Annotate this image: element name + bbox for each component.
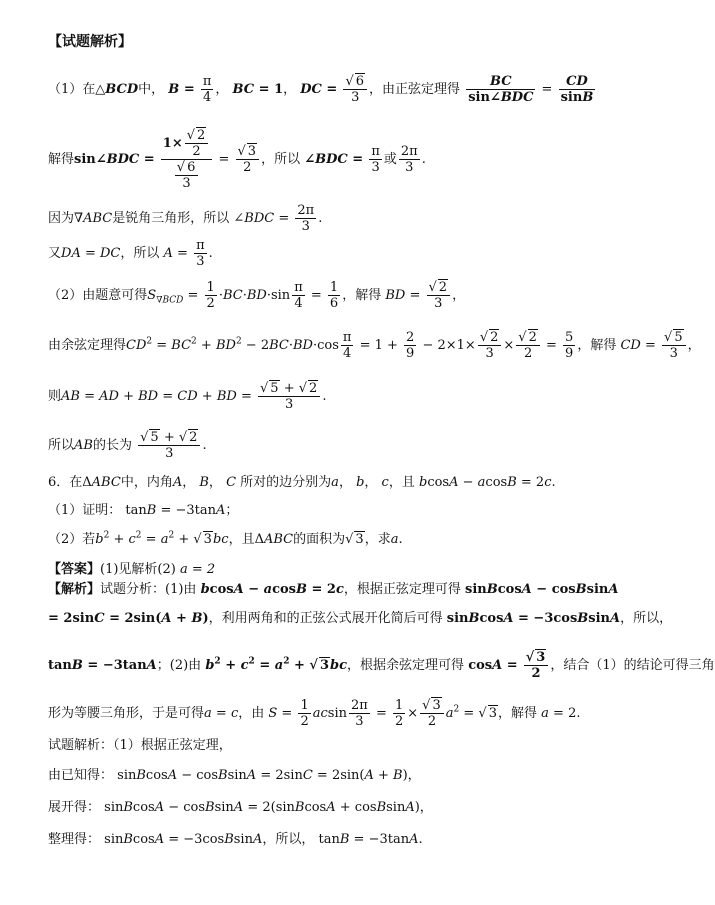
question-6-stem: 6．在ΔABC中，内角A， B， C 所对的边分别为a， b， c，且 bcosA − acosB = 2c.	[48, 475, 556, 490]
solution-p1-line4: 又DA = DC，所以 A = $\frac{\pi}{3}$ .	[48, 238, 213, 269]
analysis-line2: = 2sinC = 2sin(A + B)，利用两角和的正弦公式展开化简后可得 sinBcosA = −3cosBsinA，所以，	[48, 611, 673, 626]
solution-p2-line1: （2）由题意可得$S_{\nabla BCD}$ = $\frac{1}{2}$ ·BC·BD·sin $\frac{\pi}{4}$ = $\frac{1}{6}$ ，解得 BD = $\frac{√ 2}{3}$ ，	[48, 280, 466, 311]
solution-detail-line3: 展开得： sinBcosA − cosBsinA = 2(sinBcosA + cosBsinA)，	[48, 800, 433, 815]
solution-p2-line2: 由余弦定理得$CD^2 = BC^2 + BD^2 - 2BC\cdot BD\cdot\cos$ $\frac{\pi}{4}$ = 1 + $\frac{2}{9}$ − 2×1× $\frac{√ 2}{3}$ × $\frac{√ 2}{2}$ = $\frac{5}{9}$ ，解得 CD = $\frac{√ 5}{3}$ ，	[48, 330, 701, 361]
solution-p2-line3: 则AB = AD + BD = CD + BD = $\frac{√ 5 + √ 2}{3}$ .	[48, 381, 327, 412]
section-heading-analysis: 【试题解析】	[48, 34, 132, 50]
answer-line: 【答案】(1)见解析(2) a = 2	[48, 562, 216, 577]
question-6-part1: （1）证明： tanB = −3tanA；	[48, 503, 239, 518]
solution-p1-line2: 解得sin∠BDC = 1× $\frac{√ 2}{2}$ $\frac{√ 6}{3}$ = $\frac{√ 3}{2}$ ，所以 ∠BDC = $\frac{\pi}{3}$ 或 $\frac{2\pi}{3}$ .	[48, 128, 426, 191]
analysis-line1: 【解析】试题分析：(1)由 bcosA − acosB = 2c，根据正弦定理可得 sinBcosA − cosBsinA	[48, 582, 619, 597]
solution-p2-line4: 所以AB的长为 $\frac{√ 5 + √ 2}{3}$ .	[48, 430, 207, 461]
solution-detail-line1: 试题解析：（1）根据正弦定理，	[48, 738, 232, 753]
solution-detail-line4: 整理得： sinBcosA = −3cosBsinA，所以， tanB = −3tanA.	[48, 832, 423, 847]
analysis-line4: 形为等腰三角形，于是可得a = c，由 S = $\frac{1}{2}$ acsin $\frac{2\pi}{3}$ = $\frac{1}{2}$ × $\frac{√ 3}{2}$ $a^2$ = √ 3，解得 a = 2.	[48, 698, 581, 729]
solution-p1-line1: （1）在△BCD中， B = $\frac{\pi}{4}$ ， BC = 1， DC = $\frac{√ 6}{3}$ ，由正弦定理得 BC sin∠BDC = $\frac{CD}{\sin B}$	[48, 74, 594, 105]
solution-detail-line2: 由已知得： sinBcosA − cosBsinA = 2sinC = 2sin(A + B)，	[48, 768, 421, 783]
question-6-part2: （2）若$b^2 + c^2 = a^2$ + √ 3bc，且ΔABC的面积为√ 3，求a.	[48, 530, 403, 547]
solution-p1-line3: 因为∇ABC是锐角三角形，所以 ∠BDC = $\frac{2\pi}{3}$ .	[48, 203, 323, 234]
analysis-line3: tanB = −3tanA；(2)由 $b^2 + c^2 = a^2$ + √ 3bc，根据余弦定理可得 cosA = $\frac{√ 3}{2}$ ，结合（1）的结论可得三角	[48, 650, 715, 681]
